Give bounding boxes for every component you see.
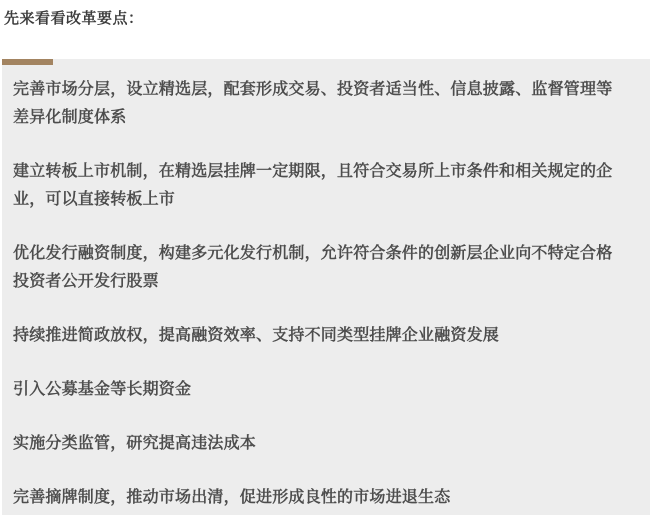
reform-points-box bbox=[2, 59, 650, 515]
section-heading: 先来看看改革要点： bbox=[4, 10, 144, 27]
reform-point: 持续推进简政放权，提高融资效率、支持不同类型挂牌企业融资发展 bbox=[13, 327, 500, 344]
reform-point: 实施分类监管，研究提高违法成本 bbox=[13, 435, 257, 452]
reform-point: 引入公募基金等长期资金 bbox=[13, 381, 192, 398]
reform-point: 建立转板上市机制，在精选层挂牌一定期限，且符合交易所上市条件和相关规定的企业，可以直接转板上市 bbox=[13, 163, 613, 208]
reform-point: 优化发行融资制度，构建多元化发行机制，允许符合条件的创新层企业向不特定合格投资者公开发行股票 bbox=[13, 245, 613, 290]
accent-bar bbox=[2, 59, 53, 65]
reform-point: 完善市场分层，设立精选层，配套形成交易、投资者适当性、信息披露、监督管理等差异化制度体系 bbox=[13, 81, 613, 126]
reform-points-list bbox=[13, 76, 625, 512]
reform-point: 完善摘牌制度，推动市场出清，促进形成良性的市场进退生态 bbox=[13, 489, 451, 506]
